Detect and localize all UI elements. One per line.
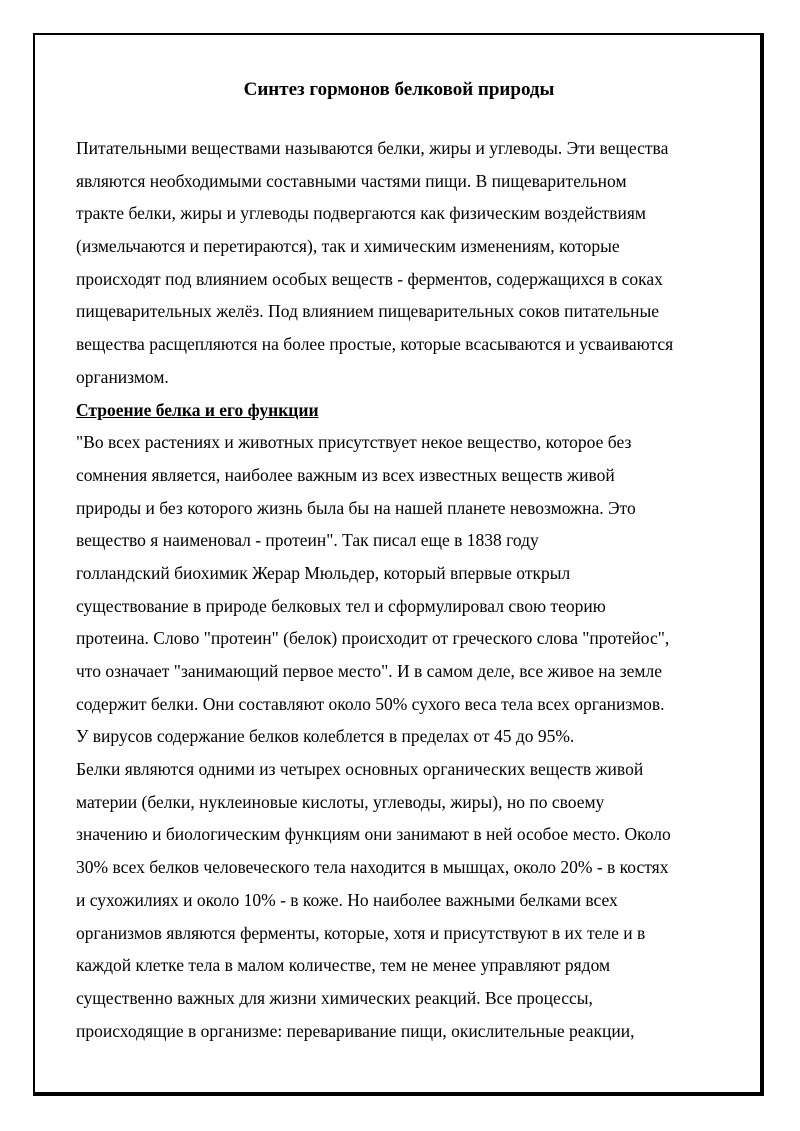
text-line: голландский биохимик Жерар Мюльдер, который впервые открыл (76, 562, 571, 583)
text-line: сомнения является, наиболее важным из всех известных веществ живой (76, 464, 615, 485)
text-line: 30% всех белков человеческого тела находится в мышцах, около 20% - в костях (76, 857, 669, 878)
text-line: Питательными веществами называются белки, жиры и углеводы. Эти вещества (76, 138, 669, 158)
text-line: "Во всех растениях и животных присутствует некое вещество, которое без (76, 432, 632, 453)
text-line: содержит белки. Они составляют около 50% сухого веса тела всех организмов. (76, 693, 665, 714)
section-heading: Строение белка и его функции (76, 399, 319, 420)
section (76, 394, 722, 1048)
text-line: что означает "занимающий первое место". И в самом деле, все живое на земле (76, 661, 662, 681)
text-line: вещества расщепляются на более простые, которые всасываются и усваиваются (76, 334, 674, 355)
text-line: пищеварительных желёз. Под влиянием пищеварительных соков питательные (76, 301, 660, 322)
text-line: происходящие в организме: переваривание пищи, окислительные реакции, (76, 1020, 635, 1041)
text-line: организмов являются ферменты, которые, хотя и присутствуют в их теле и в (76, 922, 646, 943)
document-body (76, 74, 722, 1047)
text-line: тракте белки, жиры и углеводы подвергаются как физическим воздействиям (76, 203, 646, 224)
text-line: (измельчаются и перетираются), так и химическим изменениям, которые (76, 236, 620, 257)
intro-paragraph (76, 132, 722, 394)
text-line: Белки являются одними из четырех основных органических веществ живой (76, 759, 644, 780)
text-line: значению и биологическим функциям они занимают в ней особое место. Около (76, 824, 671, 845)
text-line: вещество я наименовал - протеин". Так писал еще в 1838 году (76, 530, 539, 551)
text-line: У вирусов содержание белков колеблется в пределах от 45 до 95%. (76, 726, 575, 747)
text-line: природы и без которого жизнь была бы на нашей планете невозможна. Это (76, 497, 636, 518)
text-line: и сухожилиях и около 10% - в коже. Но наиболее важными белками всех (76, 889, 618, 910)
text-line: организмом. (76, 366, 169, 387)
text-line: существование в природе белковых тел и сформулировал свою теорию (76, 595, 606, 616)
text-line: протеина. Слово "протеин" (белок) происходит от греческого слова "протейос", (76, 628, 670, 649)
text-line: каждой клетке тела в малом количестве, тем не менее управляют рядом (76, 955, 611, 976)
text-line: являются необходимыми составными частями пищи. В пищеварительном (76, 170, 627, 191)
document-title: Синтез гормонов белковой природы (243, 79, 555, 100)
text-line: происходят под влиянием особых веществ - ферментов, содержащихся в соках (76, 268, 663, 289)
text-line: материи (белки, нуклеиновые кислоты, углеводы, жиры), но по своему (76, 791, 605, 812)
text-line: существенно важных для жизни химических реакций. Все процессы, (76, 987, 593, 1008)
